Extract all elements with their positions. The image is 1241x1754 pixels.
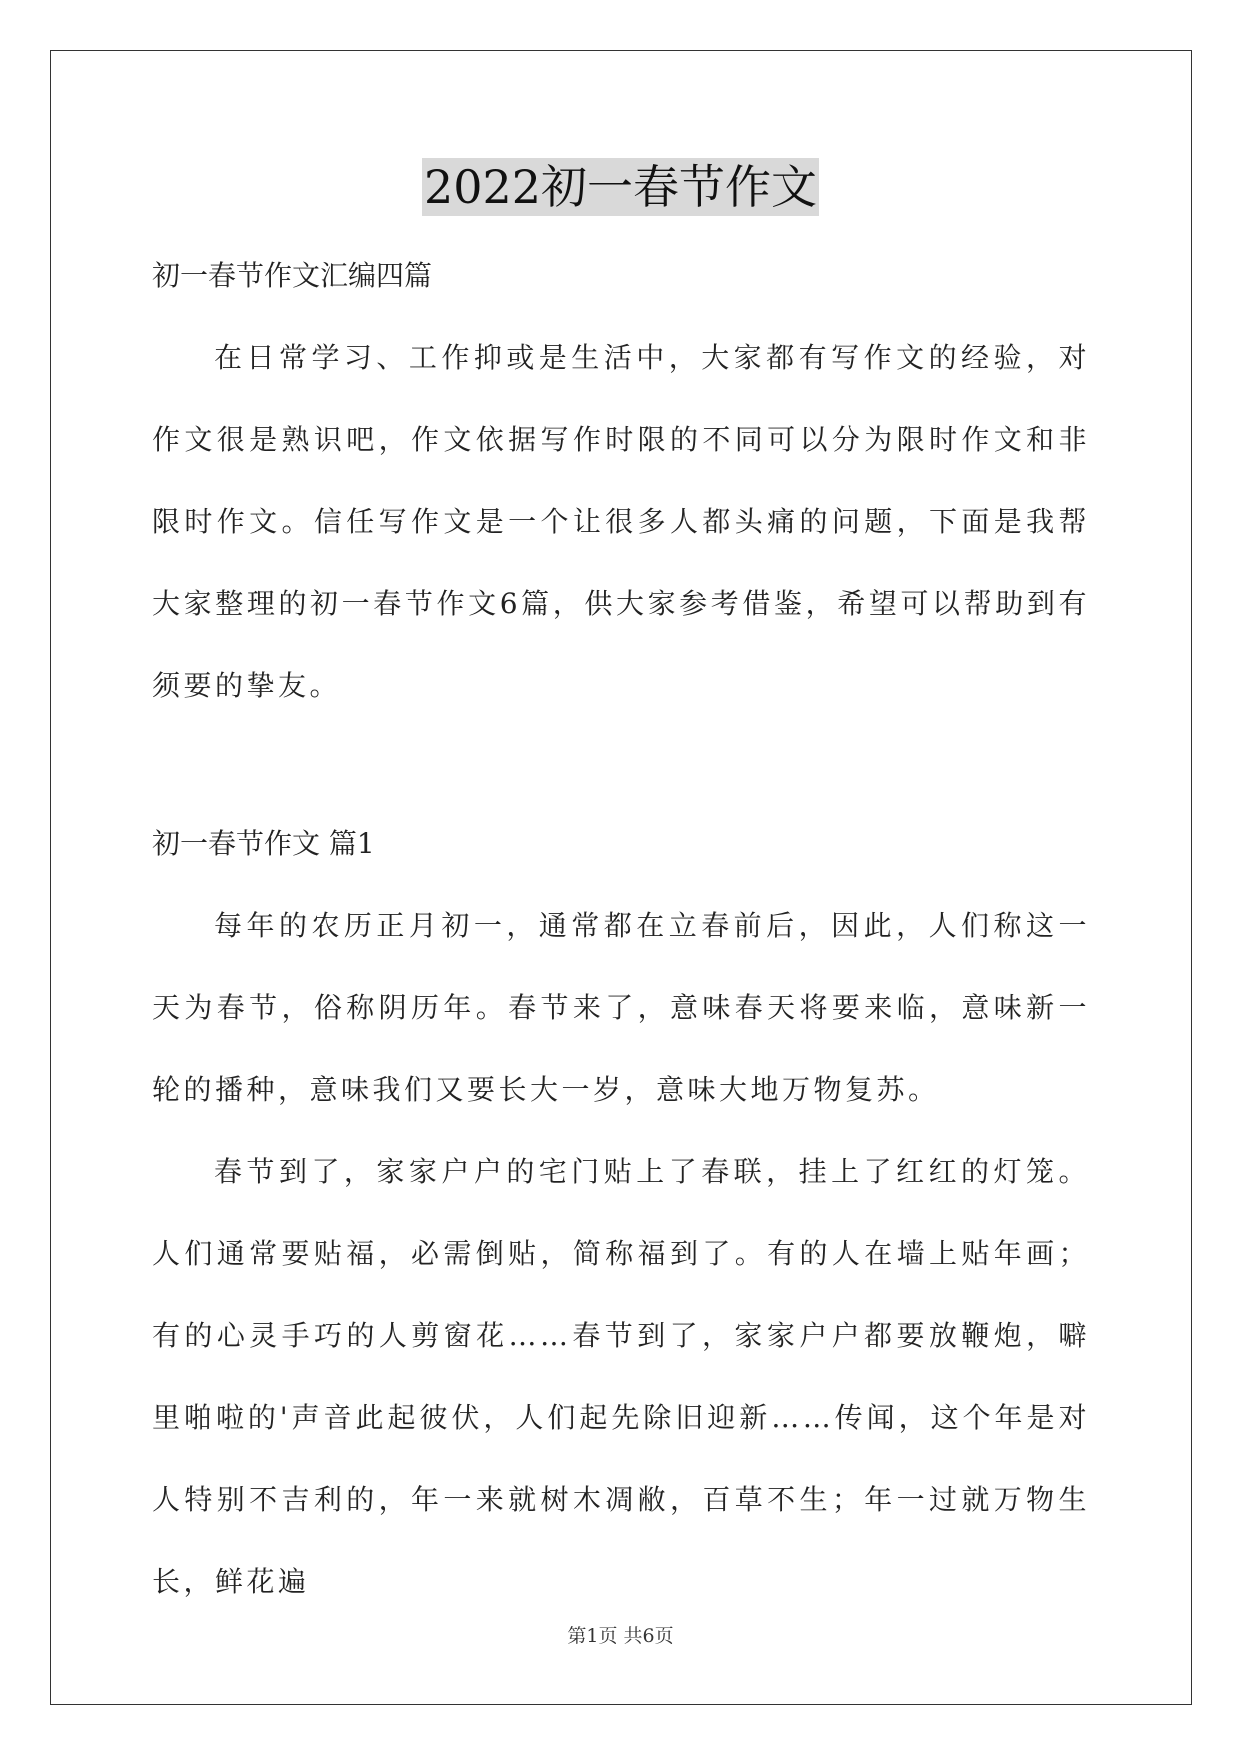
page-footer: 第1页 共6页 — [567, 1625, 674, 1647]
title-container — [0, 158, 1241, 216]
document-title: 2022初一春节作文 — [423, 160, 818, 214]
subtitle-heading: 初一春节作文汇编四篇 — [152, 259, 433, 292]
section1-heading: 初一春节作文 篇1 — [152, 827, 375, 860]
document-body — [152, 235, 1090, 1623]
intro-paragraph: 在日常学习、工作抑或是生活中，大家都有写作文的经验，对作文很是熟识吧，作文依据写作时限的不同可以分为限时作文和非限时作文。信任写作文是一个让很多人都头痛的问题，下面是我帮大家整理的初一春节作文6篇，供大家参考借鉴，希望可以帮助到有须要的挚友。 — [152, 341, 1090, 702]
section1-paragraph-1: 每年的农历正月初一，通常都在立春前后，因此，人们称这一天为春节，俗称阴历年。春节来了，意味春天将要来临，意味新一轮的播种，意味我们又要长大一岁，意味大地万物复苏。 — [152, 909, 1090, 1106]
section1-paragraph-2: 春节到了，家家户户的宅门贴上了春联，挂上了红红的灯笼。人们通常要贴福，必需倒贴，简称福到了。有的人在墙上贴年画；有的心灵手巧的人剪窗花……春节到了，家家户户都要放鞭炮，噼里啪啦的'声音此起彼伏，人们起先除旧迎新……传闻，这个年是对人特别不吉利的，年一来就树木凋敝，百草不生；年一过就万物生长，鲜花遍 — [152, 1155, 1090, 1598]
section-spacer — [152, 727, 1090, 803]
